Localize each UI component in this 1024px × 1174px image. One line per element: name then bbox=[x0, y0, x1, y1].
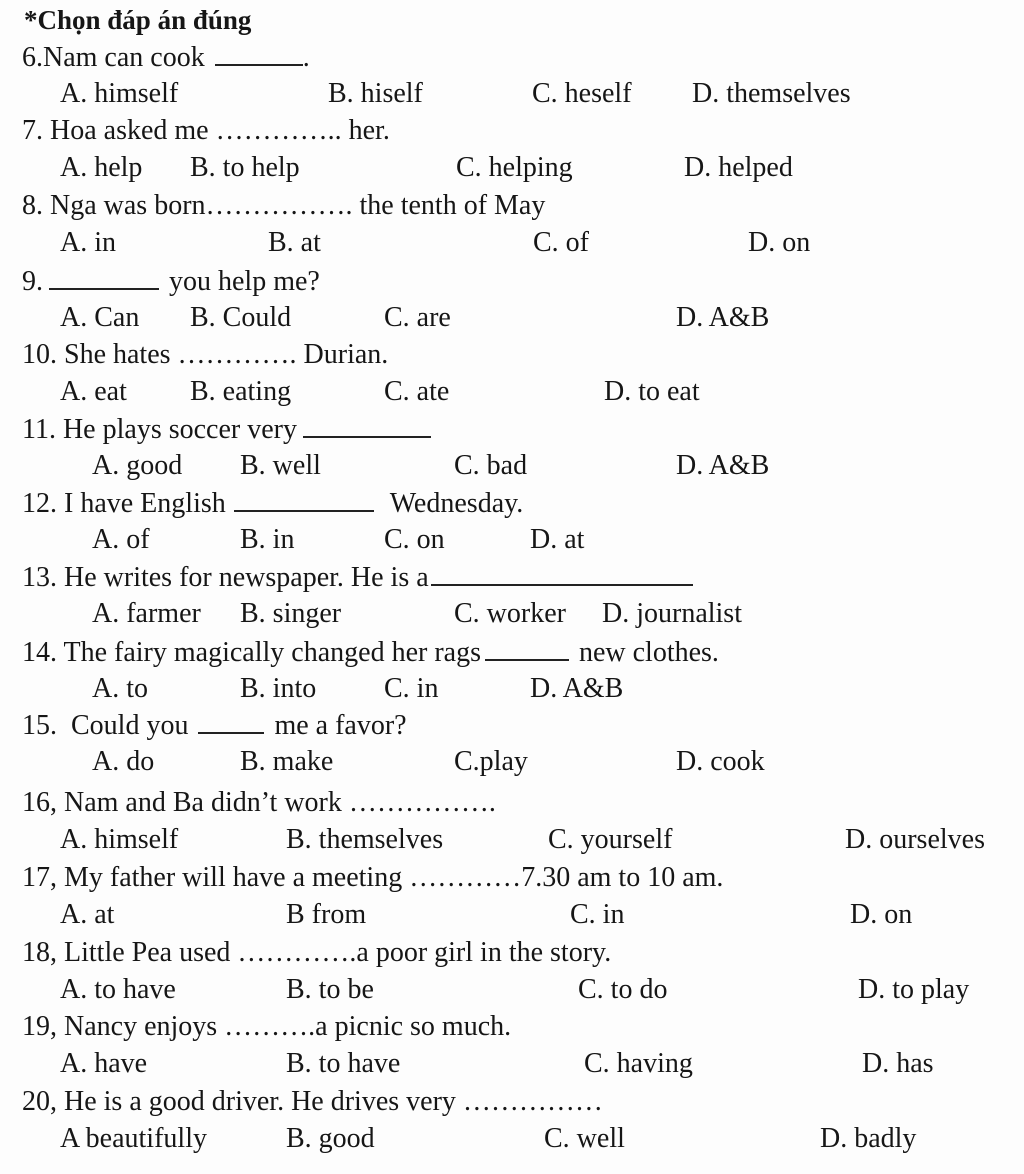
question-15 bbox=[0, 708, 1024, 783]
option-c: C.play bbox=[454, 746, 528, 777]
option-d: D. on bbox=[748, 227, 811, 258]
option-d: D. journalist bbox=[602, 598, 742, 629]
question-stem bbox=[22, 635, 719, 670]
option-d: D. A&B bbox=[676, 302, 770, 333]
option-c: C. ate bbox=[384, 376, 450, 407]
option-a: A. good bbox=[92, 450, 183, 481]
stem-text: 13. He writes for newspaper. He is a bbox=[22, 562, 429, 593]
option-c: C. to do bbox=[578, 974, 668, 1005]
option-c: C. on bbox=[384, 524, 445, 555]
option-a: A. to bbox=[92, 673, 148, 704]
option-b: B. themselves bbox=[286, 824, 444, 855]
option-b: B. Could bbox=[190, 302, 292, 333]
option-d: D. ourselves bbox=[845, 824, 985, 855]
option-c: C. yourself bbox=[548, 824, 673, 855]
stem-text: Wednesday. bbox=[389, 488, 524, 519]
question-stem: 19, Nancy enjoys ……….a picnic so much. bbox=[22, 1011, 512, 1042]
question-13 bbox=[0, 560, 1024, 635]
option-a: A. Can bbox=[60, 302, 140, 333]
question-18 bbox=[0, 936, 1024, 1011]
option-c: C. heself bbox=[532, 78, 632, 109]
option-d: D. to eat bbox=[604, 376, 700, 407]
option-a: A. himself bbox=[60, 78, 179, 109]
option-c: C. in bbox=[384, 673, 439, 704]
question-stem: 16, Nam and Ba didn’t work ……………. bbox=[22, 787, 496, 818]
option-b: B. in bbox=[240, 524, 295, 555]
option-b: B. singer bbox=[240, 598, 342, 629]
answer-blank bbox=[431, 560, 693, 586]
option-d: D. on bbox=[850, 899, 913, 930]
option-c: C. having bbox=[584, 1048, 693, 1079]
option-a: A. have bbox=[60, 1048, 148, 1079]
option-b: B. hiself bbox=[328, 78, 423, 109]
question-11 bbox=[0, 412, 1024, 487]
stem-text: 12. I have English bbox=[22, 488, 226, 519]
option-b: B. into bbox=[240, 673, 317, 704]
question-stem: 20, He is a good driver. He drives very …………… bbox=[22, 1086, 603, 1117]
option-c: C. worker bbox=[454, 598, 566, 629]
option-b: B. eating bbox=[190, 376, 292, 407]
stem-text: me a favor? bbox=[274, 710, 407, 741]
question-stem: 8. Nga was born……………. the tenth of May bbox=[22, 190, 546, 221]
option-c: C. of bbox=[533, 227, 589, 258]
stem-text: 15. Could you bbox=[22, 710, 189, 741]
question-10 bbox=[0, 338, 1024, 413]
option-a: A. himself bbox=[60, 824, 179, 855]
option-d: D. A&B bbox=[676, 450, 770, 481]
question-8 bbox=[0, 189, 1024, 264]
question-17 bbox=[0, 861, 1024, 936]
question-stem: 7. Hoa asked me ………….. her. bbox=[22, 115, 390, 146]
answer-blank bbox=[485, 635, 569, 661]
page-title: *Chọn đáp án đúng bbox=[24, 5, 252, 35]
option-b: B. to help bbox=[190, 152, 300, 183]
answer-blank bbox=[234, 486, 374, 512]
answer-blank bbox=[303, 412, 431, 438]
stem-text: 14. The fairy magically changed her rags bbox=[22, 637, 481, 668]
question-stem: 17, My father will have a meeting …………7.30 am to 10 am. bbox=[22, 862, 724, 893]
option-d: D. themselves bbox=[692, 78, 851, 109]
question-16 bbox=[0, 786, 1024, 861]
option-d: D. badly bbox=[820, 1123, 917, 1154]
question-20 bbox=[0, 1085, 1024, 1160]
option-b: B. good bbox=[286, 1123, 375, 1154]
option-a: A. do bbox=[92, 746, 155, 777]
question-stem bbox=[22, 264, 320, 299]
option-d: D. at bbox=[530, 524, 585, 555]
option-c: C. helping bbox=[456, 152, 573, 183]
answer-blank bbox=[215, 40, 303, 66]
option-d: D. helped bbox=[684, 152, 793, 183]
question-19 bbox=[0, 1010, 1024, 1085]
question-stem bbox=[22, 486, 523, 521]
option-a: A. in bbox=[60, 227, 116, 258]
question-stem: 18, Little Pea used ………….a poor girl in the story. bbox=[22, 937, 612, 968]
option-c: C. well bbox=[544, 1123, 625, 1154]
option-b: B. well bbox=[240, 450, 321, 481]
stem-text: 6.Nam can cook bbox=[22, 42, 205, 73]
question-14 bbox=[0, 635, 1024, 710]
question-9 bbox=[0, 264, 1024, 339]
question-stem bbox=[22, 412, 431, 447]
answer-blank bbox=[49, 264, 159, 290]
question-6 bbox=[0, 40, 1024, 115]
stem-text: 9. bbox=[22, 266, 43, 297]
option-a: A. help bbox=[60, 152, 143, 183]
stem-text: . bbox=[302, 42, 310, 73]
question-stem bbox=[22, 708, 407, 743]
option-a: A. eat bbox=[60, 376, 127, 407]
option-c: C. bad bbox=[454, 450, 528, 481]
option-a: A. of bbox=[92, 524, 150, 555]
option-a: A. farmer bbox=[92, 598, 201, 629]
question-stem bbox=[22, 560, 693, 595]
option-b: B. make bbox=[240, 746, 334, 777]
option-c: C. in bbox=[570, 899, 625, 930]
option-d: D. to play bbox=[858, 974, 970, 1005]
question-stem: 10. She hates …………. Durian. bbox=[22, 339, 389, 370]
option-a: A beautifully bbox=[60, 1123, 207, 1154]
option-d: D. has bbox=[862, 1048, 934, 1079]
option-d: D. cook bbox=[676, 746, 765, 777]
option-d: D. A&B bbox=[530, 673, 624, 704]
stem-text: new clothes. bbox=[578, 637, 719, 668]
question-stem bbox=[22, 40, 310, 75]
answer-blank bbox=[198, 708, 264, 734]
stem-text: 11. He plays soccer very bbox=[22, 414, 297, 445]
stem-text: you help me? bbox=[169, 266, 320, 297]
option-b: B. to be bbox=[286, 974, 374, 1005]
option-a: A. to have bbox=[60, 974, 176, 1005]
option-a: A. at bbox=[60, 899, 115, 930]
question-7 bbox=[0, 114, 1024, 189]
option-c: C. are bbox=[384, 302, 451, 333]
option-b: B. at bbox=[268, 227, 321, 258]
question-12 bbox=[0, 486, 1024, 561]
option-b: B from bbox=[286, 899, 367, 930]
option-b: B. to have bbox=[286, 1048, 401, 1079]
